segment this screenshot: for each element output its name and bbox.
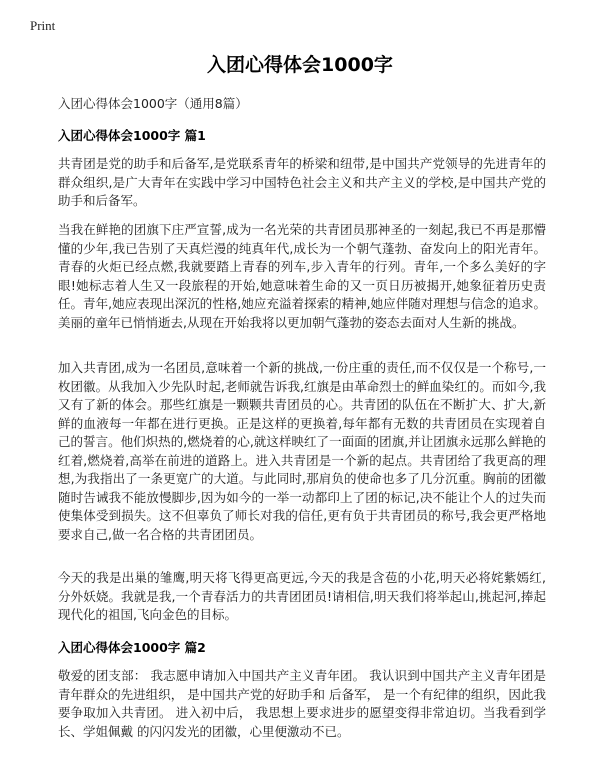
section-heading-1: 入团心得体会1000字 篇1 [58,128,206,143]
paragraph-1-2: 当我在鲜艳的团旗下庄严宣誓,成为一名光荣的共青团员那神圣的一刻起,我已不再是那懵懂的少年,我已告别了天真烂漫的纯真年代,成长为一个朝气蓬勃、奋发向上的阳光青年。青春的火炬已经点燃,我就要踏上青春的列车,步入青年的行列。青年,一个多么美好的字眼!她标志着人生又一段旅程的开始,她意味着生命的又一页日历被揭开,她象征着历史责任。青年,她应表现出深沉的性格,她应充溢着探索的精神,她应伴随对理想与信念的追求。美丽的童年已悄悄逝去,从现在开始我将以更加朝气蓬勃的姿态去面对人生新的挑战。 [58,222,546,330]
paragraph-1-4: 今天的我是出巢的雏鹰,明天将飞得更高更远,今天的我是含苞的小花,明天必将姹紫嫣红,分外妖娆。我就是我,一个青春活力的共青团团员!请相信,明天我们将举起山,挑起河,捧起现代化的祖国,飞向金色的目标。 [58,570,546,622]
paragraph-1-1: 共青团是党的助手和后备军,是党联系青年的桥梁和纽带,是中国共产党领导的先进青年的群众组织,是广大青年在实践中学习中国特色社会主义和共产主义的学校,是中国共产党的助手和后备军。 [58,156,546,208]
print-link[interactable]: Print [30,18,56,33]
paragraph-1-3: 加入共青团,成为一名团员,意味着一个新的挑战,一份庄重的责任,而不仅仅是一个称号,一枚团徽。从我加入少先队时起,老师就告诉我,红旗是由革命烈士的鲜血染红的。而如今,我又有了新的体会。那些红旗是一颗颗共青团员的心。共青团的队伍在不断扩大、扩大,新鲜的血液每一年都在进行更换。正是这样的更换着,每年都有无数的共青团员在实现着自己的誓言。他们炽热的,燃烧着的心,就这样映红了一面面的团旗,并让团旗永远那么鲜艳的红着,燃烧着,高举在前进的道路上。进入共青团是一个新的起点。共青团给了我更高的理想,为我指出了一条更宽广的大道。与此同时,那肩负的使命也多了几分沉重。胸前的团徽随时告诫我不能放慢脚步,因为如今的一举一动都印上了团的标记,决不能让个人的过失而使集体受到损失。这不但辜负了师长对我的信任,更有负于共青团员的称号,我会更严格地要求自己,做一名合格的共青团团员。 [58,360,547,542]
section-heading-2: 入团心得体会1000字 篇2 [58,640,206,655]
paragraph-2-1: 敬爱的团支部： 我志愿申请加入中国共产主义青年团。 我认识到中国共产主义青年团是青年群众的先进组织， 是中国共产党的好助手和 后备军， 是一个有纪律的组织，因此我要争取加入共青团。 进入初中后， 我思想上要求进步的愿望变得非常迫切。当我看到学长、学姐佩戴 的闪闪发光的团徽，心里便激动不已。 [58,668,546,739]
document-title: 入团心得体会1000字 [207,54,393,76]
document-subtitle: 入团心得体会1000字（通用8篇） [58,96,248,111]
